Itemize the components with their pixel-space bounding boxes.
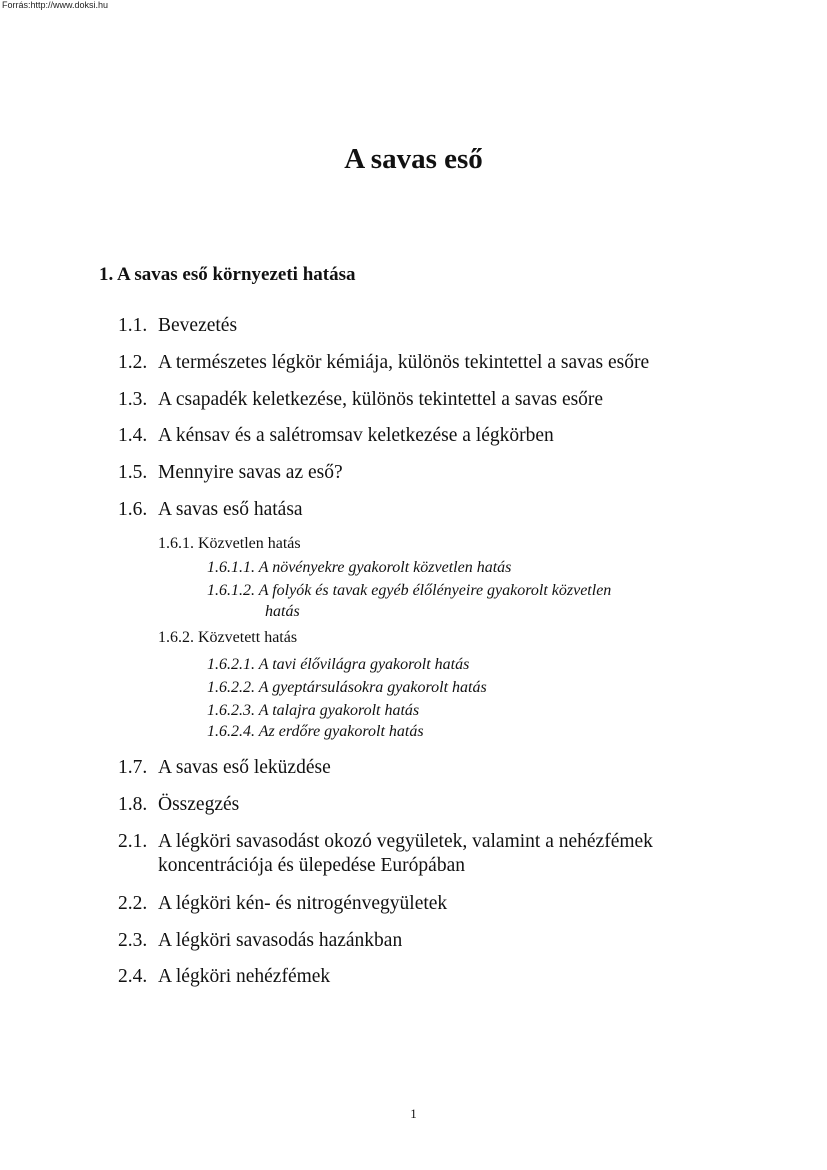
toc-text: A savas eső leküzdése: [158, 757, 331, 778]
toc-text: A légköri savasodást okozó vegyületek, valamint a nehézfémek: [158, 831, 653, 852]
toc-item-1-6-1-1: 1.6.1.1. A növényekre gyakorolt közvetlen hatás: [207, 559, 512, 576]
page-title: A savas eső: [344, 143, 483, 175]
toc-number: 1.7.: [118, 757, 148, 778]
toc-text: Összegzés: [158, 794, 240, 815]
toc-text: A savas eső hatása: [158, 499, 303, 520]
toc-item-1-7: [118, 756, 331, 780]
toc-text: A csapadék keletkezése, különös tekintettel a savas esőre: [158, 389, 604, 410]
toc-text-continuation: hatás: [265, 603, 300, 620]
toc-number: 2.1.: [118, 831, 148, 852]
toc-text: 1.6.1.2. A folyók és tavak egyéb élőlényeire gyakorolt közvetlen: [207, 582, 612, 599]
toc-number: 1.2.: [118, 352, 148, 373]
toc-item-1-6-2-3: 1.6.2.3. A talajra gyakorolt hatás: [207, 702, 420, 719]
toc-item-1-2: [118, 351, 649, 375]
toc-item-1-6-2-2: 1.6.2.2. A gyeptársulásokra gyakorolt hatás: [207, 679, 487, 696]
toc-item-1-3: [118, 388, 603, 412]
toc-item-1-6: [118, 498, 303, 522]
toc-number: 1.3.: [118, 389, 148, 410]
toc-item-1-6-1: 1.6.1. Közvetlen hatás: [158, 535, 301, 552]
toc-item-1-4: [118, 424, 554, 448]
toc-text: A természetes légkör kémiája, különös tekintettel a savas esőre: [158, 352, 650, 373]
toc-item-1-6-1-2: [207, 580, 611, 622]
toc-item-2-3: [118, 929, 402, 953]
toc-item-2-4: [118, 965, 330, 989]
toc-number: 1.5.: [118, 462, 148, 483]
toc-text: A kénsav és a salétromsav keletkezése a légkörben: [158, 425, 554, 446]
toc-text: A légköri nehézfémek: [158, 966, 331, 987]
toc-item-1-6-2: 1.6.2. Közvetett hatás: [158, 629, 298, 646]
toc-number: 1.1.: [118, 315, 148, 336]
page-number: 1: [410, 1106, 417, 1121]
toc-text: A légköri kén- és nitrogénvegyületek: [158, 893, 448, 914]
toc-item-2-1: [118, 830, 653, 878]
toc-number: 2.3.: [118, 930, 148, 951]
toc-number: 2.4.: [118, 966, 148, 987]
toc-item-1-8: [118, 793, 239, 817]
toc-item-2-2: [118, 892, 447, 916]
toc-text: Bevezetés: [158, 315, 238, 336]
toc-text: Mennyire savas az eső?: [158, 462, 343, 483]
toc-item-1-6-2-1: 1.6.2.1. A tavi élővilágra gyakorolt hatás: [207, 656, 470, 673]
toc-text-continuation: koncentrációja és ülepedése Európában: [158, 855, 465, 876]
toc-item-1-5: [118, 461, 343, 485]
toc-number: 1.6.: [118, 499, 148, 520]
toc-item-1-6-2-4: 1.6.2.4. Az erdőre gyakorolt hatás: [207, 723, 424, 740]
toc-number: 1.8.: [118, 794, 148, 815]
source-line: Forrás:http://www.doksi.hu: [2, 0, 109, 10]
section-heading: 1. A savas eső környezeti hatása: [99, 264, 356, 285]
toc-text: A légköri savasodás hazánkban: [158, 930, 403, 951]
toc-number: 1.4.: [118, 425, 148, 446]
toc-number: 2.2.: [118, 893, 148, 914]
toc-item-1-1: [118, 314, 237, 338]
